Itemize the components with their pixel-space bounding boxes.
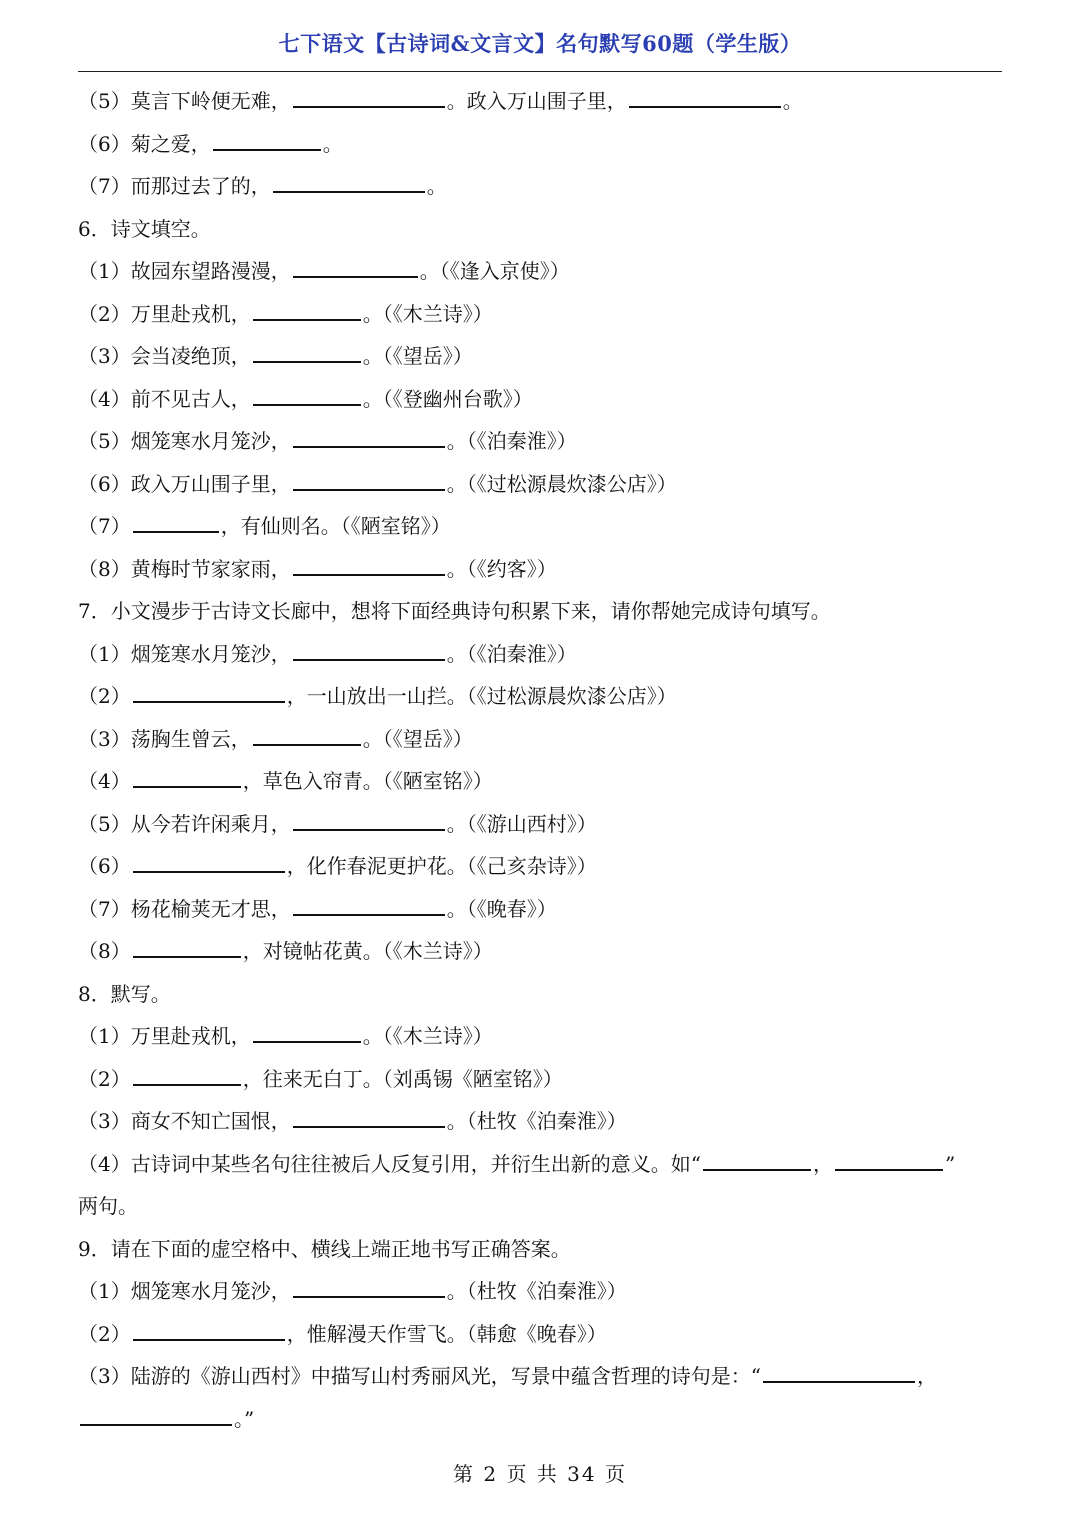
answer-blank[interactable] [629,88,781,108]
question-text: ， [916,1364,937,1388]
question-text: （3）会当凌绝顶， [78,344,251,368]
question-text: 。政入万山围子里， [446,89,627,113]
page-number-footer: 第 2 页 共 34 页 [453,1462,627,1486]
answer-blank[interactable] [273,173,425,193]
question-text: （7）而那过去了的， [78,174,271,198]
question-line [78,1355,1002,1398]
question-text: ，惟解漫天作雪飞。（韩愈《晚春》） [286,1321,607,1346]
question-line [78,165,1002,208]
question-line [78,888,1002,931]
header-divider [78,71,1002,72]
answer-blank[interactable] [293,258,418,278]
document-body [78,80,1002,1440]
question-heading: 8．默写。 [78,981,171,1006]
answer-blank[interactable] [293,88,445,108]
question-line [78,80,1002,123]
question-heading: 9．请在下面的虚空格中、横线上端正地书写正确答案。 [78,1236,571,1261]
question-text: 。（《望岳》） [362,726,473,751]
question-line [78,505,1002,548]
answer-blank[interactable] [253,301,361,321]
question-text: （3）商女不知亡国恨， [78,1109,291,1133]
question-text: （6） [78,854,131,878]
answer-blank[interactable] [133,938,241,958]
answer-blank[interactable] [703,1151,811,1171]
question-line [78,760,1002,803]
question-text: 。 [782,89,803,113]
question-line [78,1143,1002,1186]
question-text: （2） [78,1321,131,1346]
question-text: ， [812,1151,833,1176]
question-text: （2） [78,684,131,708]
question-line [78,378,1002,421]
question-text: 。（《泊秦淮》） [446,429,577,453]
question-text: ，往来无白丁。（刘禹锡《陋室铭》） [242,1066,563,1091]
question-text: （5）莫言下岭便无难， [78,89,291,113]
question-text: （1）烟笼寒水月笼沙， [78,641,291,666]
answer-blank[interactable] [80,1406,232,1426]
answer-blank[interactable] [253,1023,361,1043]
answer-blank[interactable] [133,1066,241,1086]
question-text: 。 [322,131,343,156]
question-text: 两句。 [78,1194,138,1218]
answer-blank[interactable] [133,768,241,788]
question-text: 。（杜牧《泊秦淮》） [446,1279,627,1303]
question-line [78,250,1002,293]
question-text: 。（《过松源晨炊漆公店》） [446,471,677,496]
question-line [78,1270,1002,1313]
question-text: ，对镜帖花黄。（《木兰诗》） [242,939,493,963]
answer-blank[interactable] [293,1108,445,1128]
question-text: （7） [78,514,131,538]
question-text: 。（《约客》） [446,556,557,581]
question-text: （7）杨花榆荚无才思， [78,896,291,921]
question-text: （2）万里赴戎机， [78,301,251,326]
answer-blank[interactable] [293,428,445,448]
question-line [78,1015,1002,1058]
question-line [78,845,1002,888]
answer-blank[interactable] [253,386,361,406]
question-text: （6）菊之爱， [78,131,211,156]
question-text: （3）陆游的《游山西村》中描写山村秀丽风光，写景中蕴含哲理的诗句是：“ [78,1364,761,1388]
question-line [78,123,1002,166]
question-text: （6）政入万山围子里， [78,471,291,496]
question-text: （4）前不见古人， [78,386,251,411]
answer-blank[interactable] [253,726,361,746]
question-line [78,548,1002,591]
question-line [78,803,1002,846]
question-text: （8） [78,939,131,963]
question-text: ” [944,1151,956,1176]
document-header-title: 七下语文【古诗词&文言文】名句默写60题（学生版） [278,31,802,56]
question-text: （1）故园东望路漫漫， [78,259,291,283]
question-line [78,1398,1002,1441]
question-line [78,1100,1002,1143]
question-text: （8）黄梅时节家家雨， [78,556,291,581]
answer-blank[interactable] [133,513,219,533]
question-text: （2） [78,1066,131,1091]
question-line [78,335,1002,378]
question-text: （4）古诗词中某些名句往往被后人反复引用，并衍生出新的意义。如“ [78,1151,701,1176]
question-text: 。（《逢入京使》） [419,259,570,283]
question-text: （3）荡胸生曾云， [78,726,251,751]
question-text: （4） [78,769,131,793]
answer-blank[interactable] [293,556,445,576]
question-line [78,930,1002,973]
question-text: 。（《泊秦淮》） [446,641,577,666]
question-text: 。（《木兰诗》） [362,301,493,326]
question-line [78,463,1002,506]
answer-blank[interactable] [253,343,361,363]
question-text: 。（《晚春》） [446,896,557,921]
answer-blank[interactable] [293,896,445,916]
question-text: （5）烟笼寒水月笼沙， [78,429,291,453]
question-text: 。（《望岳》） [362,344,473,368]
question-text: ，化作春泥更护花。（《己亥杂诗》） [286,854,597,878]
question-line [78,1185,1002,1228]
answer-blank[interactable] [293,641,445,661]
question-line [78,420,1002,463]
question-heading: 6．诗文填空。 [78,216,211,241]
question-heading: 7．小文漫步于古诗文长廊中，想将下面经典诗句积累下来，请你帮她完成诗句填写。 [78,599,831,623]
question-text: （1）万里赴戎机， [78,1024,251,1048]
answer-blank[interactable] [835,1151,943,1171]
question-text: 。（《木兰诗》） [362,1024,493,1048]
question-text: 。（《游山西村》） [446,811,597,836]
answer-blank[interactable] [133,683,285,703]
question-text: 。（《登幽州台歌》） [362,386,533,411]
question-text: ，有仙则名。（《陋室铭》） [220,514,451,538]
question-text: （1）烟笼寒水月笼沙， [78,1279,291,1303]
question-line [78,1313,1002,1356]
question-line [78,718,1002,761]
question-line [78,293,1002,336]
question-text: 。（杜牧《泊秦淮》） [446,1109,627,1133]
question-text: 。” [234,1406,255,1431]
question-text: 。 [426,174,447,198]
question-text: （5）从今若许闲乘月， [78,811,291,836]
question-text: ，一山放出一山拦。（《过松源晨炊漆公店》） [286,684,677,708]
answer-blank[interactable] [293,471,445,491]
answer-blank[interactable] [293,811,445,831]
answer-blank[interactable] [133,1321,285,1341]
question-text: ，草色入帘青。（《陋室铭》） [242,769,493,793]
answer-blank[interactable] [293,1278,445,1298]
question-line [78,675,1002,718]
question-line [78,1058,1002,1101]
answer-blank[interactable] [133,853,285,873]
answer-blank[interactable] [213,131,321,151]
question-line [78,633,1002,676]
answer-blank[interactable] [763,1363,915,1383]
